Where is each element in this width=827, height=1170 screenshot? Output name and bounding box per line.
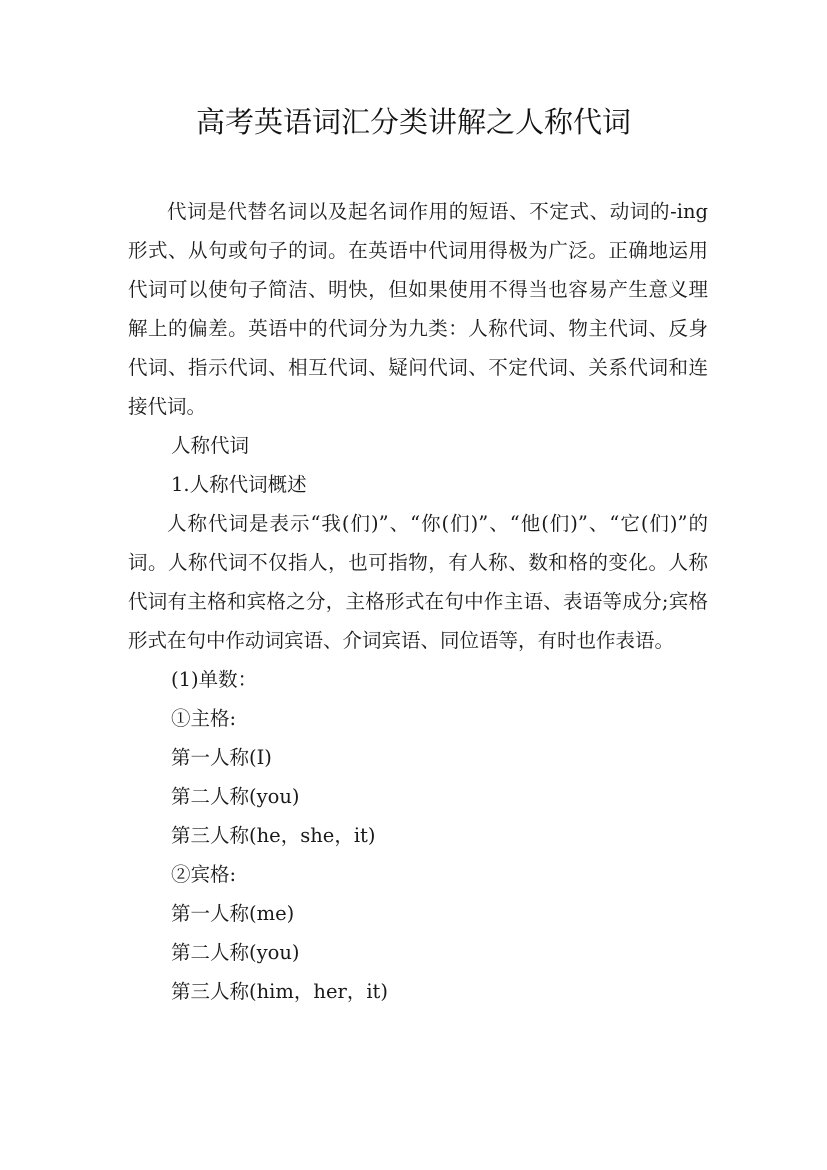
section-heading: 人称代词	[171, 434, 250, 457]
intro-paragraph: 代词是代替名词以及起名词作用的短语、不定式、动词的-ing形式、从句或句子的词。在英语中代词用得极为广泛。正确地运用代词可以使句子简洁、明快，但如果使用不得当也容易产生意义理解上的偏差。英语中的代词分为九类：人称代词、物主代词、反身代词、指示代词、相互代词、疑问代词、不定代词、关系代词和连接代词。	[128, 200, 708, 418]
objective-label: ②宾格:	[171, 863, 237, 886]
document-title: 高考英语词汇分类讲解之人称代词	[195, 105, 631, 139]
nominative-first-person: 第一人称(I)	[171, 746, 272, 769]
objective-second-person: 第二人称(you)	[171, 941, 300, 964]
objective-first-person: 第一人称(me)	[171, 902, 295, 925]
overview-paragraph: 人称代词是表示“我(们)”、“你(们)”、“他(们)”、“它(们)”的词。人称代词不仅指人，也可指物，有人称、数和格的变化。人称代词有主格和宾格之分，主格形式在句中作主语、表语等成分;宾格形式在句中作动词宾语、介词宾语、同位语等，有时也作表语。	[128, 512, 708, 652]
nominative-second-person: 第二人称(you)	[171, 785, 300, 808]
nominative-third-person: 第三人称(he，she，it)	[171, 824, 376, 847]
nominative-label: ①主格:	[171, 707, 237, 730]
singular-label: (1)单数：	[171, 668, 258, 691]
subsection-heading: 1.人称代词概述	[171, 473, 307, 496]
document-body	[128, 192, 708, 1011]
objective-third-person: 第三人称(him，her，it)	[171, 980, 388, 1003]
